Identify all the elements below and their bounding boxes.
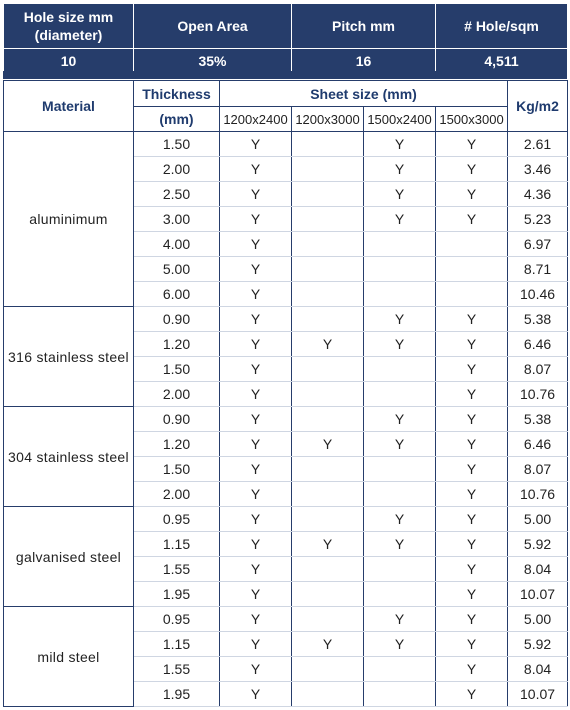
availability-cell: Y: [364, 332, 436, 357]
availability-cell: Y: [436, 332, 508, 357]
pitch-value: 16: [292, 49, 436, 73]
availability-cell: Y: [364, 632, 436, 657]
thickness-cell: 1.50: [134, 357, 220, 382]
hole-size-header: Hole size mm (diameter): [4, 4, 134, 49]
kg-cell: 8.04: [508, 557, 568, 582]
availability-cell: Y: [436, 557, 508, 582]
availability-cell: [364, 257, 436, 282]
sheet-size-1500x3000: 1500x3000: [436, 107, 508, 132]
availability-cell: Y: [436, 157, 508, 182]
availability-cell: Y: [436, 432, 508, 457]
thickness-cell: 1.20: [134, 332, 220, 357]
availability-cell: Y: [436, 382, 508, 407]
availability-cell: Y: [220, 407, 292, 432]
availability-cell: [364, 682, 436, 707]
thickness-cell: 0.90: [134, 307, 220, 332]
thickness-cell: 1.20: [134, 432, 220, 457]
thickness-cell: 1.95: [134, 682, 220, 707]
availability-cell: [292, 182, 364, 207]
kg-cell: 6.46: [508, 432, 568, 457]
kg-cell: 5.00: [508, 607, 568, 632]
kg-cell: 4.36: [508, 182, 568, 207]
availability-cell: Y: [220, 207, 292, 232]
table-header-row-1: [4, 81, 568, 107]
availability-cell: [292, 457, 364, 482]
availability-cell: Y: [292, 632, 364, 657]
availability-cell: Y: [364, 532, 436, 557]
availability-cell: Y: [436, 632, 508, 657]
availability-cell: [292, 307, 364, 332]
kg-cell: 8.71: [508, 257, 568, 282]
thickness-cell: 1.55: [134, 657, 220, 682]
kg-cell: 6.46: [508, 332, 568, 357]
pitch-header: Pitch mm: [292, 4, 436, 49]
kg-cell: 8.04: [508, 657, 568, 682]
thickness-cell: 2.50: [134, 182, 220, 207]
availability-cell: [436, 257, 508, 282]
availability-cell: [292, 557, 364, 582]
kg-cell: 5.38: [508, 407, 568, 432]
availability-cell: [292, 682, 364, 707]
availability-cell: Y: [436, 657, 508, 682]
sheet-size-1200x3000: 1200x3000: [292, 107, 364, 132]
availability-cell: [292, 582, 364, 607]
availability-cell: Y: [436, 132, 508, 157]
kg-cell: 3.46: [508, 157, 568, 182]
availability-cell: Y: [436, 507, 508, 532]
thickness-cell: 4.00: [134, 232, 220, 257]
header-divider: [3, 71, 567, 79]
summary-table: [3, 3, 568, 73]
availability-cell: Y: [220, 582, 292, 607]
availability-cell: [292, 382, 364, 407]
kg-cell: 5.92: [508, 532, 568, 557]
kg-cell: 10.07: [508, 582, 568, 607]
availability-cell: Y: [364, 182, 436, 207]
availability-cell: [292, 132, 364, 157]
material-header: Material: [4, 81, 134, 132]
availability-cell: [364, 232, 436, 257]
thickness-cell: 3.00: [134, 207, 220, 232]
hole-size-value: 10: [4, 49, 134, 73]
availability-cell: [292, 207, 364, 232]
material-name: 304 stainless steel: [4, 407, 134, 507]
availability-cell: Y: [220, 132, 292, 157]
availability-cell: Y: [364, 307, 436, 332]
availability-cell: [364, 482, 436, 507]
kg-cell: 8.07: [508, 457, 568, 482]
availability-cell: Y: [220, 332, 292, 357]
kg-cell: 10.07: [508, 682, 568, 707]
availability-cell: Y: [364, 132, 436, 157]
kg-cell: 2.61: [508, 132, 568, 157]
summary-value-row: [4, 49, 568, 73]
availability-cell: Y: [436, 682, 508, 707]
availability-cell: Y: [436, 307, 508, 332]
thickness-header: Thickness: [134, 81, 220, 107]
material-name: galvanised steel: [4, 507, 134, 607]
availability-cell: Y: [292, 332, 364, 357]
availability-cell: [292, 232, 364, 257]
thickness-cell: 1.95: [134, 582, 220, 607]
table-row: [4, 307, 568, 332]
table-row: [4, 132, 568, 157]
availability-cell: [436, 282, 508, 307]
kg-cell: 5.38: [508, 307, 568, 332]
availability-cell: Y: [220, 307, 292, 332]
availability-cell: [292, 257, 364, 282]
kg-cell: 10.76: [508, 482, 568, 507]
sheet-size-1500x2400: 1500x2400: [364, 107, 436, 132]
availability-cell: Y: [220, 182, 292, 207]
availability-cell: Y: [436, 407, 508, 432]
availability-cell: Y: [364, 607, 436, 632]
material-name: mild steel: [4, 607, 134, 707]
availability-cell: Y: [220, 382, 292, 407]
thickness-cell: 2.00: [134, 382, 220, 407]
availability-cell: Y: [220, 557, 292, 582]
availability-cell: Y: [292, 432, 364, 457]
thickness-cell: 5.00: [134, 257, 220, 282]
availability-cell: [364, 282, 436, 307]
availability-cell: Y: [436, 582, 508, 607]
thickness-cell: 2.00: [134, 157, 220, 182]
availability-cell: [292, 507, 364, 532]
availability-cell: Y: [220, 657, 292, 682]
availability-cell: Y: [364, 507, 436, 532]
thickness-cell: 6.00: [134, 282, 220, 307]
availability-cell: Y: [220, 357, 292, 382]
availability-cell: Y: [364, 157, 436, 182]
holes-per-sqm-header: # Hole/sqm: [436, 4, 568, 49]
material-name: 316 stainless steel: [4, 307, 134, 407]
thickness-unit: (mm): [134, 107, 220, 132]
availability-cell: [364, 657, 436, 682]
kg-cell: 5.23: [508, 207, 568, 232]
availability-cell: [436, 232, 508, 257]
availability-cell: Y: [292, 532, 364, 557]
availability-cell: Y: [220, 532, 292, 557]
table-row: [4, 407, 568, 432]
availability-cell: Y: [220, 282, 292, 307]
sheet-size-header: Sheet size (mm): [220, 81, 508, 107]
thickness-cell: 1.50: [134, 132, 220, 157]
summary-header-row: [4, 4, 568, 49]
availability-cell: Y: [364, 207, 436, 232]
thickness-cell: 0.90: [134, 407, 220, 432]
availability-cell: Y: [436, 182, 508, 207]
material-name: aluminimum: [4, 132, 134, 307]
availability-cell: Y: [220, 682, 292, 707]
availability-cell: [292, 357, 364, 382]
availability-cell: Y: [436, 207, 508, 232]
open-area-value: 35%: [134, 49, 292, 73]
availability-cell: Y: [220, 507, 292, 532]
table-body: [4, 132, 568, 707]
kg-header: Kg/m2: [508, 81, 568, 132]
thickness-cell: 0.95: [134, 507, 220, 532]
kg-cell: 10.46: [508, 282, 568, 307]
availability-cell: Y: [220, 232, 292, 257]
sheet-size-1200x2400: 1200x2400: [220, 107, 292, 132]
availability-cell: Y: [364, 432, 436, 457]
availability-cell: Y: [220, 257, 292, 282]
availability-cell: Y: [220, 632, 292, 657]
availability-cell: Y: [436, 482, 508, 507]
availability-cell: [364, 557, 436, 582]
availability-cell: Y: [220, 457, 292, 482]
availability-cell: [364, 582, 436, 607]
availability-cell: [292, 607, 364, 632]
availability-cell: Y: [436, 357, 508, 382]
thickness-cell: 1.50: [134, 457, 220, 482]
thickness-cell: 0.95: [134, 607, 220, 632]
availability-cell: Y: [220, 157, 292, 182]
kg-cell: 6.97: [508, 232, 568, 257]
thickness-cell: 1.15: [134, 632, 220, 657]
thickness-cell: 2.00: [134, 482, 220, 507]
availability-cell: [292, 407, 364, 432]
kg-cell: 8.07: [508, 357, 568, 382]
kg-cell: 5.92: [508, 632, 568, 657]
availability-cell: [364, 382, 436, 407]
availability-cell: [292, 657, 364, 682]
kg-cell: 5.00: [508, 507, 568, 532]
availability-cell: Y: [436, 607, 508, 632]
open-area-header: Open Area: [134, 4, 292, 49]
kg-cell: 10.76: [508, 382, 568, 407]
availability-cell: Y: [220, 432, 292, 457]
thickness-cell: 1.55: [134, 557, 220, 582]
availability-cell: Y: [220, 482, 292, 507]
availability-cell: Y: [436, 532, 508, 557]
availability-cell: [364, 457, 436, 482]
thickness-cell: 1.15: [134, 532, 220, 557]
availability-cell: Y: [220, 607, 292, 632]
availability-cell: [292, 282, 364, 307]
availability-cell: [292, 482, 364, 507]
availability-cell: Y: [364, 407, 436, 432]
table-row: [4, 507, 568, 532]
table-row: [4, 607, 568, 632]
availability-cell: [292, 157, 364, 182]
availability-cell: Y: [436, 457, 508, 482]
availability-cell: [364, 357, 436, 382]
holes-per-sqm-value: 4,511: [436, 49, 568, 73]
material-table: [3, 80, 568, 707]
